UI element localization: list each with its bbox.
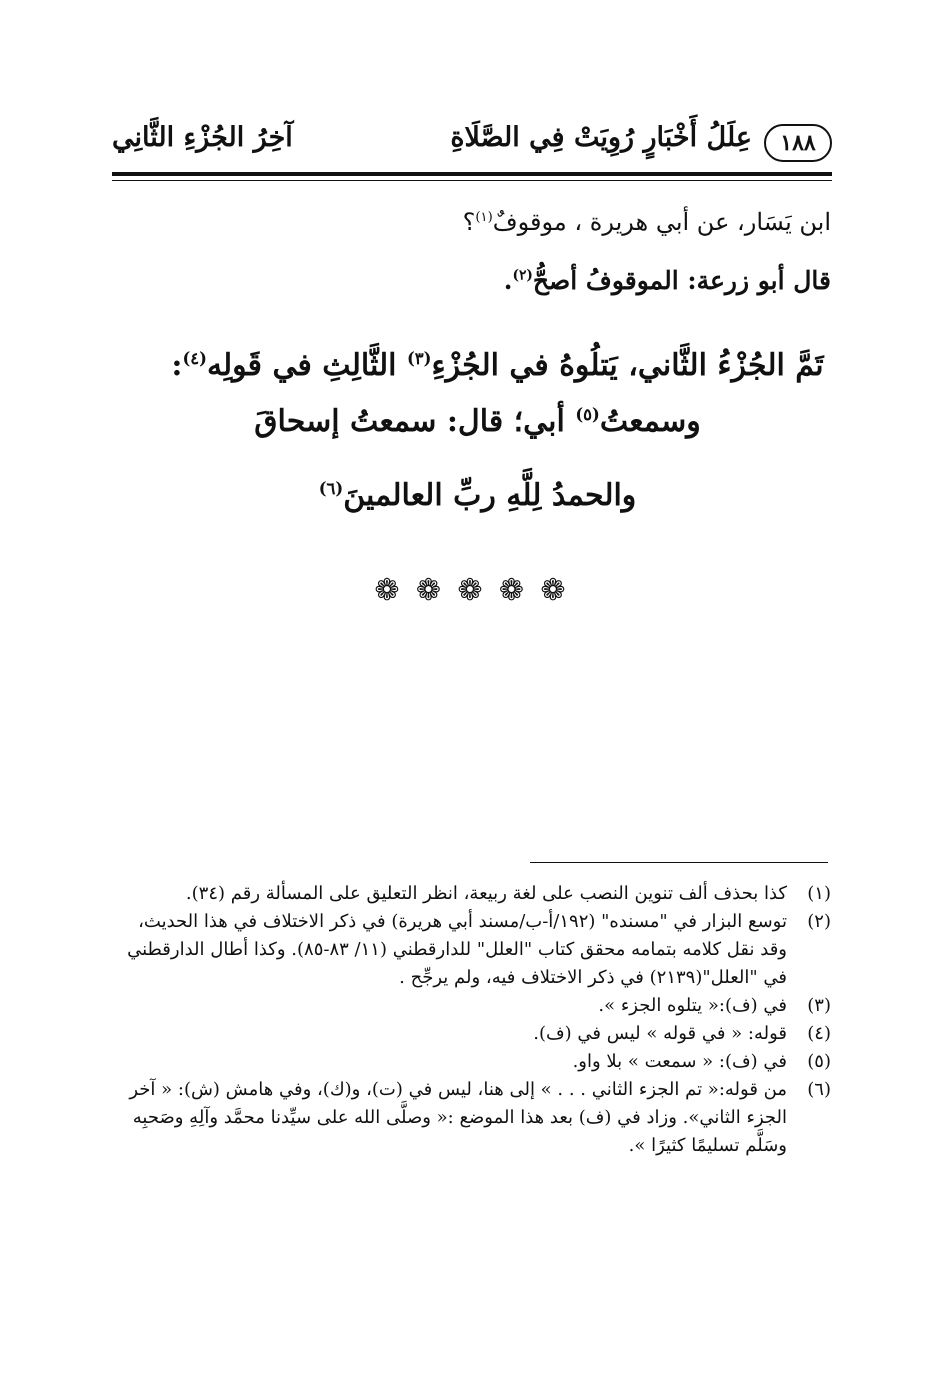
footnote-number: (٤): [807, 1023, 831, 1044]
footnote-number: (٢): [807, 911, 831, 932]
colophon-line-1: [0, 348, 935, 383]
footnote-text: توسع البزار في "مسنده" (١٩٢/أ-ب/مسند أبي هريرة) في ذكر الاختلاف في هذا الحديث، وقد نقل كلامه بتمامه محقق كتاب "العلل" للدارقطني (١١/ ٨٣-٨٥). وكذا أطال الدارقطني في "العلل"(٢١٣٩) في ذكر الاختلاف فيه، ولم يرجِّح .: [127, 911, 787, 988]
footnotes: [119, 880, 831, 1160]
footnote-number: (٣): [807, 995, 831, 1016]
footnote-item: [119, 1076, 831, 1160]
body-text: الثَّالِثِ في قَولِه: [206, 348, 407, 383]
page-number-badge: ١٨٨: [764, 124, 832, 162]
punctuation: :: [171, 348, 183, 383]
body-text: ابن يَسَار، عن أبي هريرة ، موقوفٌ: [492, 208, 831, 236]
body-line-1: [463, 208, 831, 236]
section-title: آخِرُ الجُزْءِ الثَّانِي: [112, 122, 293, 153]
body-text: وسمعتُ: [599, 404, 701, 439]
footnote-number: (٥): [807, 1051, 831, 1072]
footnote-text: في (ف):« يتلوه الجزء ».: [598, 995, 787, 1016]
eight-point-star-ornament-icon: ❁: [457, 573, 483, 608]
footnote-text: كذا بحذف ألف تنوين النصب على لغة ربيعة، انظر التعليق على المسألة رقم (٣٤).: [185, 883, 787, 904]
footnote-number: (١): [807, 883, 831, 904]
punctuation: .: [503, 266, 513, 295]
eight-point-star-ornament-icon: ❁: [498, 573, 525, 608]
footnote-text: من قوله:« تم الجزء الثاني . . . » إلى هنا، ليس في (ت)، و(ك)، وفي هامش (ش): « آخر الجزء الثاني». وزاد في (ف) بعد هذا الموضع :« وصلَّى الله على سيِّدنا محمَّد وآلِهِ وصَحبِه وسَلَّم تسليمًا كثيرًا ».: [129, 1079, 787, 1156]
footnote-separator: [530, 862, 828, 863]
footnote-ref: (٥): [575, 405, 600, 424]
footnote-item: [119, 992, 831, 1020]
footnote-item: [119, 908, 831, 992]
ornament-row: [370, 574, 570, 614]
footnote-ref: (١): [475, 210, 493, 225]
footnote-ref: (٦): [318, 479, 344, 498]
footnote-number: (٦): [807, 1079, 831, 1100]
eight-point-star-ornament-icon: ❁: [415, 573, 442, 608]
footnote-item: [119, 1020, 831, 1048]
body-text: تَمَّ الجُزْءُ الثَّاني، يَتلُوهُ في الجُزْءِ: [431, 348, 824, 383]
colophon-line-2: [0, 404, 935, 439]
footnote-ref: (٣): [406, 349, 432, 368]
footnote-item: [119, 880, 831, 908]
header-rule-thin: [112, 180, 832, 181]
eight-point-star-ornament-icon: ❁: [540, 573, 566, 608]
body-text: والحمدُ لِلَّهِ ربِّ العالمينَ: [343, 478, 637, 513]
footnote-item: [119, 1048, 831, 1076]
footnote-text: في (ف): « سمعت » بلا واو.: [572, 1051, 787, 1072]
eight-point-star-ornament-icon: ❁: [374, 573, 400, 608]
footnote-ref: (٤): [182, 349, 207, 368]
closing-doxology: [0, 478, 935, 513]
punctuation: ؟: [462, 208, 476, 236]
body-text: أبي؛ قال: سمعتُ إسحاقَ: [254, 404, 576, 439]
body-line-2: [504, 266, 831, 295]
header-rule-thick: [112, 172, 832, 176]
book-title: عِلَلُ أَخْبَارٍ رُوِيَتْ فِي الصَّلَاةِ: [450, 122, 752, 153]
footnote-text: قوله: « في قوله » ليس في (ف).: [533, 1023, 787, 1044]
footnote-ref: (٢): [512, 267, 533, 284]
page-header: [112, 118, 832, 166]
body-text: قال أبو زرعة: الموقوفُ أصحُّ: [532, 266, 831, 295]
